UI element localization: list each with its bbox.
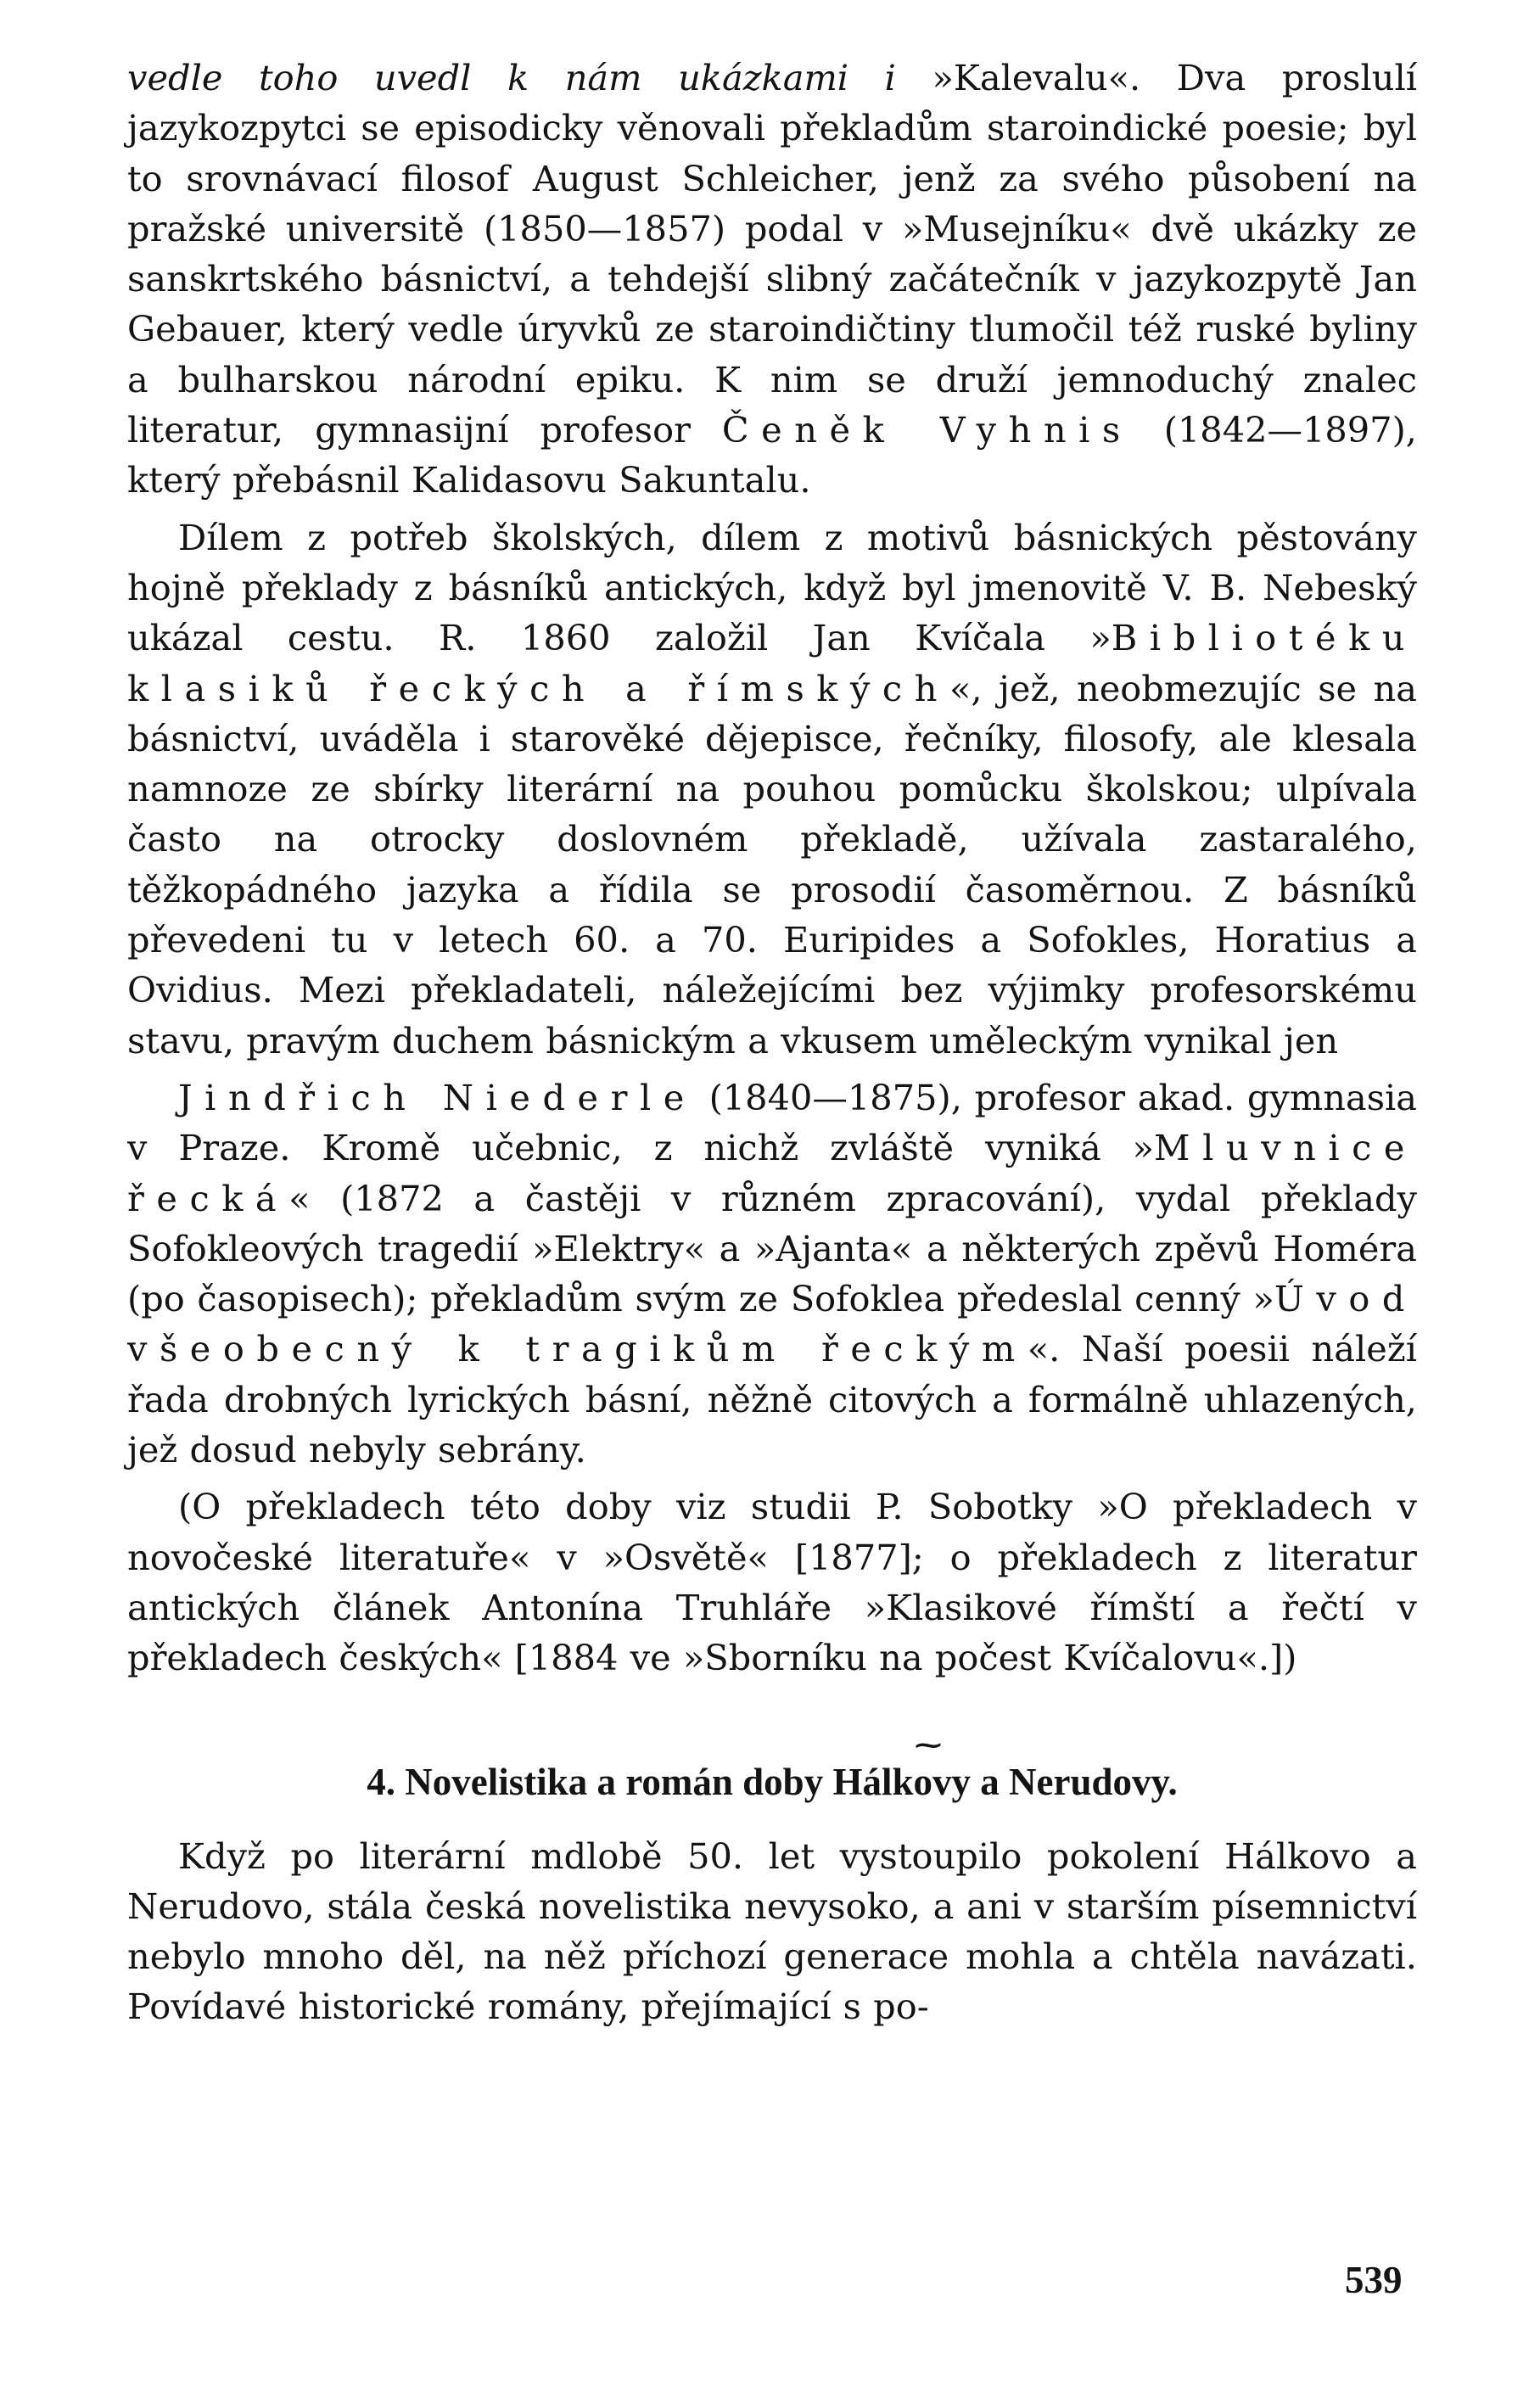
- paragraph-1-text-a: »Kalevalu«. Dva proslulí jazykozpytci se episodicky věnovali překladům staroindické poesie; byl to srovnávací filosof August Schleicher, jenž za svého působení na pražské universitě (1850—1857) podal v »Musejníku« dvě ukázky ze sanskrtského básnictví, a tehdejší slibný začátečník v jazykozpytě Jan Gebauer, který vedle úryvků ze staroindičtiny tlumočil též ruské byliny a bulharskou národní epiku. K nim se druží jemnoduchý znalec literatur, gymnasijní profesor: [127, 57, 1417, 451]
- spaced-name-niederle: Jindřich Niederle: [178, 1076, 697, 1118]
- spaced-title-uvod: Úvod všeobecný k tragikům řeckým: [127, 1278, 1417, 1370]
- paragraph-3-text-a: (1840—1875), profesor akad. gymnasia v Praze. Kromě učebnic, z nichž zvláště vyniká »: [127, 1076, 1418, 1169]
- paragraph-3-text-c: «. Naší poesii náleží řada drobných lyrických básní, něžně citových a formálně uhlazených, jež dosud nebyly sebrány.: [127, 1328, 1417, 1471]
- page-number: 539: [1345, 2259, 1403, 2301]
- paragraph-3: [127, 1073, 1417, 1475]
- spaced-title-biblioteka: Bibliotéku klasiků řeckých a římských: [127, 617, 1417, 709]
- spaced-title-mluvnice: Mluvnice řecká: [127, 1127, 1417, 1219]
- page-body: [127, 53, 1417, 2032]
- tilde-mark: ⁓: [915, 1728, 942, 1761]
- paragraph-1-text-b: (1842—1897), který přebásnil Kalidasovu Sakuntalu.: [127, 409, 1417, 501]
- paragraph-4-bibliographic-note: [127, 1482, 1417, 1683]
- paragraph-4-text: (O překladech této doby viz studii P. Sobotky »O překladech v novočeské literatuře« v »Osvětě« [1877]; o překladech z literatur antických článek Antonína Truhláře »Klasikové římští a řečtí v překladech českých« [1884 ve »Sborníku na počest Kvíčalovu«.]): [127, 1486, 1417, 1679]
- paragraph-5: [127, 1831, 1417, 2032]
- section-heading: 4. Novelistika a román doby Hálkovy a Nerudovy.: [367, 1760, 1178, 1803]
- spaced-name-vyhnis: Čeněk Vyhnis: [721, 409, 1133, 451]
- paragraph-1: [127, 53, 1417, 506]
- section-heading-block: [127, 1728, 1417, 1807]
- italic-lead-text: vedle toho uvedl k nám ukázkami i: [127, 57, 896, 98]
- paragraph-2: [127, 513, 1417, 1066]
- paragraph-2-text-a: Dílem z potřeb školských, dílem z motivů básnických pěstovány hojně překlady z básníků antických, když byl jmenovitě V. B. Nebeský ukázal cestu. R. 1860 založil Jan Kvíčala »: [127, 516, 1417, 659]
- paragraph-5-text: Když po literární mdlobě 50. let vystoupilo pokolení Hálkovo a Nerudovo, stála česká novelistika nevysoko, a ani v starším písemnictví nebylo mnoho děl, na něž příchozí generace mohla a chtěla navázati. Povídavé historické romány, přejímající s po-: [127, 1834, 1417, 2028]
- paragraph-3-text-b: « (1872 a častěji v různém zpracování), vydal překlady Sofokleových tragedií »Elektry« a »Ajanta« a některých zpěvů Homéra (po časopisech); překladům svým ze Sofoklea předeslal cenný »: [127, 1177, 1417, 1320]
- paragraph-2-text-b: «, jež, neobmezujíc se na básnictví, uváděla i starověké dějepisce, řečníky, filosofy, ale klesala namnoze ze sbírky literární na pouhou pomůcku školskou; ulpívala často na otrocky doslovném překladě, užívala zastaralého, těžkopádného jazyka a řídila se prosodií časoměrnou. Z básníků převedeni tu v letech 60. a 70. Euripides a Sofokles, Horatius a Ovidius. Mezi překladateli, náležejícími bez výjimky profesorskému stavu, pravým duchem básnickým a vkusem uměleckým vynikal jen: [127, 667, 1417, 1061]
